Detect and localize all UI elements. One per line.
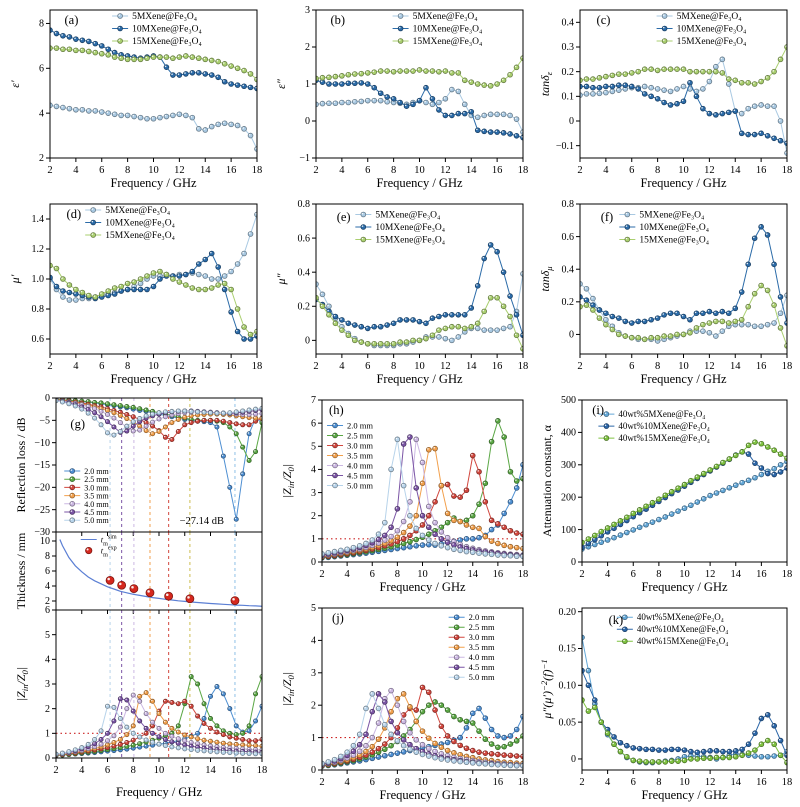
svg-text:4: 4 xyxy=(39,108,44,120)
svg-text:0.8: 0.8 xyxy=(561,199,574,211)
svg-text:4: 4 xyxy=(311,635,316,647)
svg-text:8: 8 xyxy=(656,569,662,580)
svg-text:(h): (h) xyxy=(329,403,344,418)
svg-text:0.20: 0.20 xyxy=(558,606,576,618)
svg-text:|Zin/Z0|: $|Z_{in}/Z_0|$ xyxy=(14,666,30,702)
svg-text:16: 16 xyxy=(491,361,503,372)
svg-text:15MXene@Fe₃O₄: 15MXene@Fe₃O₄ xyxy=(676,37,747,47)
svg-text:8: 8 xyxy=(656,777,662,788)
svg-text:Frequency / GHz: Frequency / GHz xyxy=(376,372,463,386)
svg-text:6: 6 xyxy=(39,63,44,75)
svg-text:40wt%15MXene@Fe₃O₄: 40wt%15MXene@Fe₃O₄ xyxy=(618,433,710,444)
svg-text:8: 8 xyxy=(39,18,44,30)
svg-text:14: 14 xyxy=(466,165,477,176)
svg-text:5MXene@Fe₃O₄: 5MXene@Fe₃O₄ xyxy=(375,210,441,221)
svg-text:(g): (g) xyxy=(70,416,85,431)
svg-text:ε″: ε″ xyxy=(274,79,288,89)
svg-text:4: 4 xyxy=(605,777,611,788)
svg-text:Frequency / GHz: Frequency / GHz xyxy=(641,580,728,594)
svg-text:Frequency / GHz: Frequency / GHz xyxy=(379,580,466,594)
svg-text:0.3: 0.3 xyxy=(561,42,574,54)
svg-text:−27.14 dB: −27.14 dB xyxy=(179,515,225,527)
panel-h xyxy=(276,392,532,598)
chart-c xyxy=(534,2,796,194)
chart-f xyxy=(534,196,796,390)
svg-text:10: 10 xyxy=(148,165,159,176)
svg-text:8: 8 xyxy=(45,551,50,563)
svg-text:8: 8 xyxy=(125,361,131,372)
svg-text:1: 1 xyxy=(311,732,316,744)
svg-text:14: 14 xyxy=(200,165,211,176)
svg-text:6: 6 xyxy=(629,165,635,176)
svg-text:5MXene@Fe₃O₄: 5MXene@Fe₃O₄ xyxy=(132,12,198,22)
svg-text:Frequency / GHz: Frequency / GHz xyxy=(640,176,727,190)
svg-text:6: 6 xyxy=(99,165,105,176)
svg-text:7: 7 xyxy=(311,395,316,407)
svg-text:2: 2 xyxy=(577,165,583,176)
svg-text:2: 2 xyxy=(45,596,50,608)
svg-text:4: 4 xyxy=(73,165,79,176)
svg-text:2: 2 xyxy=(47,361,53,372)
svg-text:6: 6 xyxy=(365,165,371,176)
svg-text:16: 16 xyxy=(491,165,503,176)
svg-text:ε′: ε′ xyxy=(8,80,22,88)
chart-e xyxy=(270,196,532,390)
svg-text:(f): (f) xyxy=(600,210,614,224)
svg-text:6: 6 xyxy=(630,569,636,580)
svg-text:0.2: 0.2 xyxy=(561,66,574,78)
svg-text:6: 6 xyxy=(365,361,371,372)
svg-text:4: 4 xyxy=(344,569,350,580)
svg-text:4.0 mm: 4.0 mm xyxy=(468,652,495,663)
svg-text:2: 2 xyxy=(319,569,325,580)
svg-text:18: 18 xyxy=(781,569,793,580)
svg-text:3: 3 xyxy=(45,679,50,691)
svg-text:0: 0 xyxy=(45,393,50,405)
svg-text:200: 200 xyxy=(561,492,576,504)
svg-text:4: 4 xyxy=(339,165,345,176)
svg-text:0: 0 xyxy=(311,557,316,569)
svg-text:14: 14 xyxy=(467,777,478,788)
svg-text:(j): (j) xyxy=(332,611,344,626)
svg-text:3: 3 xyxy=(311,487,316,499)
svg-text:10MXene@Fe₃O₄: 10MXene@Fe₃O₄ xyxy=(105,218,175,229)
svg-text:8: 8 xyxy=(391,361,397,372)
svg-text:tmexp: $t_m^{exp}$ xyxy=(100,545,117,559)
svg-text:40wt%10MXene@Fe₃O₄: 40wt%10MXene@Fe₃O₄ xyxy=(618,421,710,432)
svg-text:0: 0 xyxy=(571,754,576,766)
svg-text:10: 10 xyxy=(417,569,428,580)
svg-text:8: 8 xyxy=(130,765,136,776)
svg-text:Frequency / GHz: Frequency / GHz xyxy=(115,785,203,799)
svg-text:1: 1 xyxy=(311,534,316,546)
svg-text:6: 6 xyxy=(99,361,105,372)
svg-text:(a): (a) xyxy=(64,12,79,27)
svg-text:2.0 mm: 2.0 mm xyxy=(468,612,495,623)
svg-text:10: 10 xyxy=(40,536,50,548)
svg-text:|Zin/Z0|: $|Z_{in}/Z_0|$ xyxy=(280,463,296,499)
svg-text:10MXene@Fe₃O₄: 10MXene@Fe₃O₄ xyxy=(375,223,446,233)
svg-text:−30: −30 xyxy=(34,527,50,539)
svg-text:Frequency / GHz: Frequency / GHz xyxy=(379,788,466,802)
svg-text:40wt%5MXene@Fe₃O₄: 40wt%5MXene@Fe₃O₄ xyxy=(636,612,724,623)
svg-text:40wt%5MXene@Fe₃O₄: 40wt%5MXene@Fe₃O₄ xyxy=(618,409,706,420)
svg-text:18: 18 xyxy=(251,165,263,176)
svg-text:8: 8 xyxy=(655,361,661,372)
svg-text:6: 6 xyxy=(629,361,635,372)
svg-text:tanδμ: tanδ$_\mu$ xyxy=(538,266,554,292)
svg-text:15MXene@Fe₃O₄: 15MXene@Fe₃O₄ xyxy=(105,231,175,241)
svg-text:1.4: 1.4 xyxy=(31,214,44,226)
svg-text:3.0 mm: 3.0 mm xyxy=(468,632,495,643)
svg-text:6: 6 xyxy=(630,777,636,788)
svg-text:2: 2 xyxy=(311,510,316,522)
svg-text:4: 4 xyxy=(45,581,50,593)
svg-text:6: 6 xyxy=(104,765,111,776)
svg-text:2: 2 xyxy=(53,765,59,776)
svg-text:2.5 mm: 2.5 mm xyxy=(468,622,495,633)
svg-text:1: 1 xyxy=(305,79,310,91)
svg-text:0.10: 0.10 xyxy=(558,680,576,692)
svg-text:3.5 mm: 3.5 mm xyxy=(84,491,109,501)
svg-text:18: 18 xyxy=(517,361,529,372)
svg-text:2: 2 xyxy=(579,777,585,788)
chart-k xyxy=(536,600,796,806)
svg-text:5.0 mm: 5.0 mm xyxy=(84,516,109,526)
svg-text:|Zin/Z0|: $|Z_{in}/Z_0|$ xyxy=(280,671,296,707)
panel-k xyxy=(536,600,796,806)
svg-text:2: 2 xyxy=(47,165,53,176)
svg-text:(i): (i) xyxy=(592,403,605,418)
svg-text:40wt%10MXene@Fe₃O₄: 40wt%10MXene@Fe₃O₄ xyxy=(636,624,729,635)
svg-text:2: 2 xyxy=(579,569,585,580)
svg-text:4: 4 xyxy=(339,361,345,372)
panel-j xyxy=(276,600,532,806)
svg-text:3.0 mm: 3.0 mm xyxy=(84,483,109,493)
svg-text:4: 4 xyxy=(45,654,50,666)
svg-text:0.4: 0.4 xyxy=(561,264,574,276)
svg-text:300: 300 xyxy=(561,460,576,471)
svg-text:16: 16 xyxy=(756,777,767,788)
panel-b xyxy=(270,2,532,194)
svg-text:6: 6 xyxy=(369,777,375,788)
svg-text:−5: −5 xyxy=(39,415,50,427)
svg-text:Thickness / mm: Thickness / mm xyxy=(14,532,28,610)
svg-text:6: 6 xyxy=(369,569,375,580)
svg-text:16: 16 xyxy=(225,165,237,176)
svg-text:14: 14 xyxy=(467,569,478,580)
svg-text:−15: −15 xyxy=(34,460,50,472)
svg-text:6: 6 xyxy=(45,605,50,617)
svg-text:12: 12 xyxy=(442,777,453,788)
svg-text:2: 2 xyxy=(313,165,319,176)
svg-text:12: 12 xyxy=(704,361,715,372)
svg-text:14: 14 xyxy=(730,361,741,372)
svg-text:18: 18 xyxy=(781,165,793,176)
svg-text:40wt%15MXene@Fe₃O₄: 40wt%15MXene@Fe₃O₄ xyxy=(636,636,729,647)
svg-text:Frequency / GHz: Frequency / GHz xyxy=(376,176,463,190)
svg-text:μ′: μ′ xyxy=(8,274,22,284)
svg-text:Attenuation constant, α: Attenuation constant, α xyxy=(540,425,554,537)
svg-text:16: 16 xyxy=(756,569,767,580)
svg-text:4: 4 xyxy=(311,464,316,476)
svg-text:10: 10 xyxy=(679,569,690,580)
svg-text:0: 0 xyxy=(569,329,574,341)
svg-text:16: 16 xyxy=(492,777,504,788)
svg-text:500: 500 xyxy=(561,395,576,407)
svg-text:2: 2 xyxy=(311,700,316,712)
svg-text:2.0 mm: 2.0 mm xyxy=(347,420,374,431)
svg-text:15MXene@Fe₃O₄: 15MXene@Fe₃O₄ xyxy=(375,235,446,246)
svg-text:0.2: 0.2 xyxy=(297,301,310,313)
svg-text:4.5 mm: 4.5 mm xyxy=(347,470,374,481)
svg-text:0: 0 xyxy=(305,116,310,128)
svg-text:4: 4 xyxy=(603,165,609,176)
svg-text:4.5 mm: 4.5 mm xyxy=(84,508,109,517)
svg-text:(c): (c) xyxy=(596,12,611,27)
svg-text:10: 10 xyxy=(678,165,689,176)
svg-text:0.6: 0.6 xyxy=(561,231,574,243)
svg-text:4: 4 xyxy=(605,569,611,580)
svg-text:0.1: 0.1 xyxy=(561,91,574,103)
svg-text:12: 12 xyxy=(174,361,185,372)
chart-g xyxy=(4,392,272,806)
svg-text:2.5 mm: 2.5 mm xyxy=(347,430,374,441)
svg-text:10: 10 xyxy=(679,777,690,788)
panel-f xyxy=(534,196,796,390)
svg-text:14: 14 xyxy=(730,165,741,176)
svg-text:15MXene@Fe₃O₄: 15MXene@Fe₃O₄ xyxy=(639,235,710,246)
svg-text:2: 2 xyxy=(319,777,325,788)
svg-text:2: 2 xyxy=(305,42,310,54)
svg-text:Reflection loss / dB: Reflection loss / dB xyxy=(14,417,28,513)
svg-text:12: 12 xyxy=(179,765,190,776)
svg-text:12: 12 xyxy=(440,361,451,372)
svg-text:6: 6 xyxy=(45,566,50,578)
svg-text:4: 4 xyxy=(79,765,85,776)
svg-text:3.0 mm: 3.0 mm xyxy=(347,440,374,451)
svg-text:6: 6 xyxy=(311,418,316,430)
svg-text:μ″: μ″ xyxy=(274,273,288,285)
svg-text:8: 8 xyxy=(394,777,400,788)
svg-text:5.0 mm: 5.0 mm xyxy=(347,480,374,491)
svg-text:μ″(μ′)−2(f)−1: $\mu''(\mu')^{-2}(f)^{-1}$ xyxy=(539,659,554,719)
svg-text:5: 5 xyxy=(311,441,316,453)
svg-text:8: 8 xyxy=(655,165,661,176)
chart-d xyxy=(4,196,266,390)
svg-text:12: 12 xyxy=(704,777,716,788)
svg-text:14: 14 xyxy=(200,361,211,372)
svg-text:4.0 mm: 4.0 mm xyxy=(84,499,109,509)
svg-text:5: 5 xyxy=(45,629,50,641)
svg-text:4: 4 xyxy=(73,361,79,372)
svg-text:(b): (b) xyxy=(330,12,346,27)
svg-text:10: 10 xyxy=(148,361,159,372)
svg-text:0.8: 0.8 xyxy=(31,304,44,316)
svg-text:5MXene@Fe₃O₄: 5MXene@Fe₃O₄ xyxy=(105,206,171,216)
svg-text:14: 14 xyxy=(730,777,741,788)
svg-text:14: 14 xyxy=(205,765,216,776)
svg-text:0: 0 xyxy=(569,116,574,128)
svg-text:18: 18 xyxy=(251,361,263,372)
svg-text:5.0 mm: 5.0 mm xyxy=(468,672,495,683)
svg-text:0.2: 0.2 xyxy=(561,297,574,309)
svg-text:4: 4 xyxy=(603,361,609,372)
svg-text:18: 18 xyxy=(517,165,529,176)
svg-text:8: 8 xyxy=(394,569,400,580)
svg-text:16: 16 xyxy=(755,361,767,372)
svg-text:−0.1: −0.1 xyxy=(555,140,574,152)
svg-text:14: 14 xyxy=(466,361,477,372)
svg-text:(e): (e) xyxy=(336,210,351,224)
svg-text:Frequency / GHz: Frequency / GHz xyxy=(110,176,197,190)
svg-text:Frequency / GHz: Frequency / GHz xyxy=(640,372,727,386)
svg-text:5MXene@Fe₃O₄: 5MXene@Fe₃O₄ xyxy=(676,12,742,22)
svg-text:0.05: 0.05 xyxy=(558,717,576,729)
svg-text:15MXene@Fe₃O₄: 15MXene@Fe₃O₄ xyxy=(412,37,483,47)
svg-text:5MXene@Fe₃O₄: 5MXene@Fe₃O₄ xyxy=(412,12,478,22)
svg-text:2: 2 xyxy=(577,361,583,372)
svg-text:0: 0 xyxy=(571,557,576,569)
svg-text:15MXene@Fe₃O₄: 15MXene@Fe₃O₄ xyxy=(132,37,202,47)
svg-text:−20: −20 xyxy=(34,482,50,494)
svg-text:2.0 mm: 2.0 mm xyxy=(84,467,109,476)
svg-text:(k): (k) xyxy=(608,612,624,627)
svg-text:10MXene@Fe₃O₄: 10MXene@Fe₃O₄ xyxy=(132,24,202,35)
svg-text:10: 10 xyxy=(153,765,165,776)
svg-text:1.2: 1.2 xyxy=(31,244,44,256)
svg-text:1: 1 xyxy=(45,728,50,740)
svg-text:0.8: 0.8 xyxy=(297,199,310,211)
chart-h xyxy=(276,392,532,598)
svg-text:3: 3 xyxy=(311,668,316,679)
svg-text:(d): (d) xyxy=(66,207,82,221)
panel-d xyxy=(4,196,266,390)
panel-g xyxy=(4,392,272,806)
svg-text:5: 5 xyxy=(311,603,316,615)
svg-text:12: 12 xyxy=(704,569,716,580)
chart-b xyxy=(270,2,532,194)
svg-text:2: 2 xyxy=(45,703,50,715)
svg-text:12: 12 xyxy=(704,165,715,176)
svg-text:2: 2 xyxy=(39,153,44,165)
panel-e xyxy=(270,196,532,390)
svg-text:18: 18 xyxy=(781,777,793,788)
svg-text:tanδε: tanδ$_\varepsilon$ xyxy=(538,71,554,97)
svg-text:4: 4 xyxy=(344,777,350,788)
svg-text:0.4: 0.4 xyxy=(297,267,310,279)
svg-text:18: 18 xyxy=(256,765,268,776)
svg-text:16: 16 xyxy=(225,361,237,372)
svg-text:0.6: 0.6 xyxy=(31,334,44,346)
svg-text:0: 0 xyxy=(305,335,310,347)
svg-text:12: 12 xyxy=(174,165,185,176)
chart-j xyxy=(276,600,532,806)
svg-text:10MXene@Fe₃O₄: 10MXene@Fe₃O₄ xyxy=(639,223,710,233)
panel-a xyxy=(4,2,266,194)
svg-text:10MXene@Fe₃O₄: 10MXene@Fe₃O₄ xyxy=(412,24,483,35)
svg-text:18: 18 xyxy=(517,569,529,580)
svg-text:10: 10 xyxy=(414,361,425,372)
svg-text:−25: −25 xyxy=(34,504,50,516)
svg-text:8: 8 xyxy=(125,165,131,176)
svg-text:1.0: 1.0 xyxy=(31,274,44,286)
svg-text:Frequency / GHz: Frequency / GHz xyxy=(110,372,197,386)
svg-text:2.5 mm: 2.5 mm xyxy=(84,475,109,485)
chart-a xyxy=(4,2,266,194)
svg-text:4.5 mm: 4.5 mm xyxy=(468,662,495,673)
svg-text:3.5 mm: 3.5 mm xyxy=(347,450,374,461)
svg-text:12: 12 xyxy=(442,569,453,580)
svg-text:2: 2 xyxy=(313,361,319,372)
svg-text:16: 16 xyxy=(755,165,767,176)
svg-text:16: 16 xyxy=(492,569,504,580)
svg-text:−1: −1 xyxy=(299,153,310,165)
svg-text:−10: −10 xyxy=(34,437,50,449)
svg-text:10: 10 xyxy=(417,777,428,788)
svg-text:18: 18 xyxy=(781,361,793,372)
svg-text:0.15: 0.15 xyxy=(558,643,576,655)
svg-text:0.6: 0.6 xyxy=(297,233,310,245)
svg-text:0: 0 xyxy=(45,753,50,765)
svg-text:8: 8 xyxy=(391,165,397,176)
svg-text:400: 400 xyxy=(561,427,576,439)
svg-text:Frequency / GHz: Frequency / GHz xyxy=(641,788,728,802)
svg-text:18: 18 xyxy=(517,777,529,788)
panel-c xyxy=(534,2,796,194)
svg-text:5MXene@Fe₃O₄: 5MXene@Fe₃O₄ xyxy=(639,210,705,221)
svg-text:10: 10 xyxy=(678,361,689,372)
chart-i xyxy=(536,392,796,598)
svg-text:3.5 mm: 3.5 mm xyxy=(468,642,495,653)
svg-text:3: 3 xyxy=(305,5,310,17)
svg-text:0: 0 xyxy=(311,765,316,777)
svg-text:tmsim: $t_m^{sim}$ xyxy=(100,534,117,548)
svg-text:12: 12 xyxy=(440,165,451,176)
svg-text:10: 10 xyxy=(414,165,425,176)
svg-text:0.4: 0.4 xyxy=(561,17,574,29)
svg-text:100: 100 xyxy=(561,524,576,536)
svg-text:14: 14 xyxy=(730,569,741,580)
svg-text:4.0 mm: 4.0 mm xyxy=(347,460,374,471)
svg-text:10MXene@Fe₃O₄: 10MXene@Fe₃O₄ xyxy=(676,24,747,35)
panel-i xyxy=(536,392,796,598)
svg-text:16: 16 xyxy=(231,765,242,776)
